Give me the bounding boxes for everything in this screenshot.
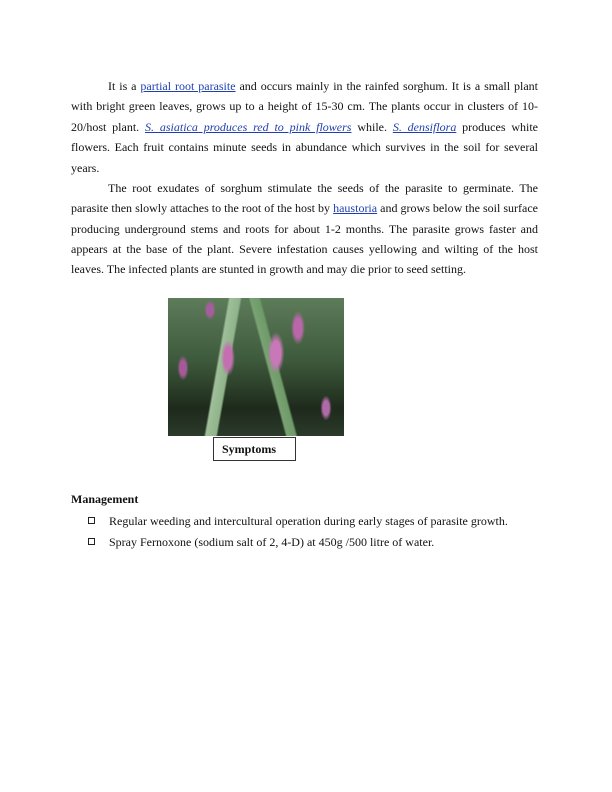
paragraph-1-line (108, 78, 538, 94)
list-item-text: Regular weeding and intercultural operation during early stages of parasite growth. (109, 514, 508, 528)
paragraph-2-line: producing underground stems and roots for about 1-2 months. The parasite grows faster and (71, 222, 538, 236)
text: It is a (108, 79, 141, 93)
text: parasite then slowly attaches to the root of the host by (71, 201, 334, 215)
link-partial-root-parasite[interactable]: partial root parasite (140, 79, 236, 93)
paragraph-2-line: leaves. The infected plants are stunted in growth and may die prior to seed setting. (71, 262, 466, 276)
text: 20/host plant. (71, 120, 146, 134)
paragraph-1-line: years. (71, 161, 100, 175)
square-bullet-icon (88, 517, 95, 524)
list-item-text: Spray Fernoxone (sodium salt of 2, 4-D) at 450g /500 litre of water. (109, 535, 435, 549)
text: produces white (456, 120, 538, 134)
link-haustoria[interactable]: haustoria (333, 201, 378, 215)
link-s-asiatica[interactable]: S. asiatica produces red to pink flowers (145, 120, 352, 134)
paragraph-1-line: with bright green leaves, grows up to a height of 15-30 cm. The plants occur in clusters of 10- (71, 99, 538, 113)
text: and grows below the soil surface (377, 201, 539, 215)
striga-symptoms-photo (168, 298, 344, 436)
management-heading: Management (71, 492, 139, 506)
paragraph-2-line: appears at the base of the plant. Severe infestation causes yellowing and wilting of the host (71, 242, 538, 256)
link-s-densiflora[interactable]: S. densiflora (392, 120, 457, 134)
paragraph-1-line: flowers. Each fruit contains minute seeds in abundance which survives in the soil for several (71, 140, 538, 154)
paragraph-2-line: The root exudates of sorghum stimulate the seeds of the parasite to germinate. The (108, 181, 538, 195)
figure-caption: Symptoms (213, 437, 296, 461)
paragraph-2-line (71, 200, 538, 216)
square-bullet-icon (88, 538, 95, 545)
text: while. (351, 120, 393, 134)
paragraph-1-line (71, 119, 538, 135)
text: and occurs mainly in the rainfed sorghum. It is a small plant (235, 79, 538, 93)
